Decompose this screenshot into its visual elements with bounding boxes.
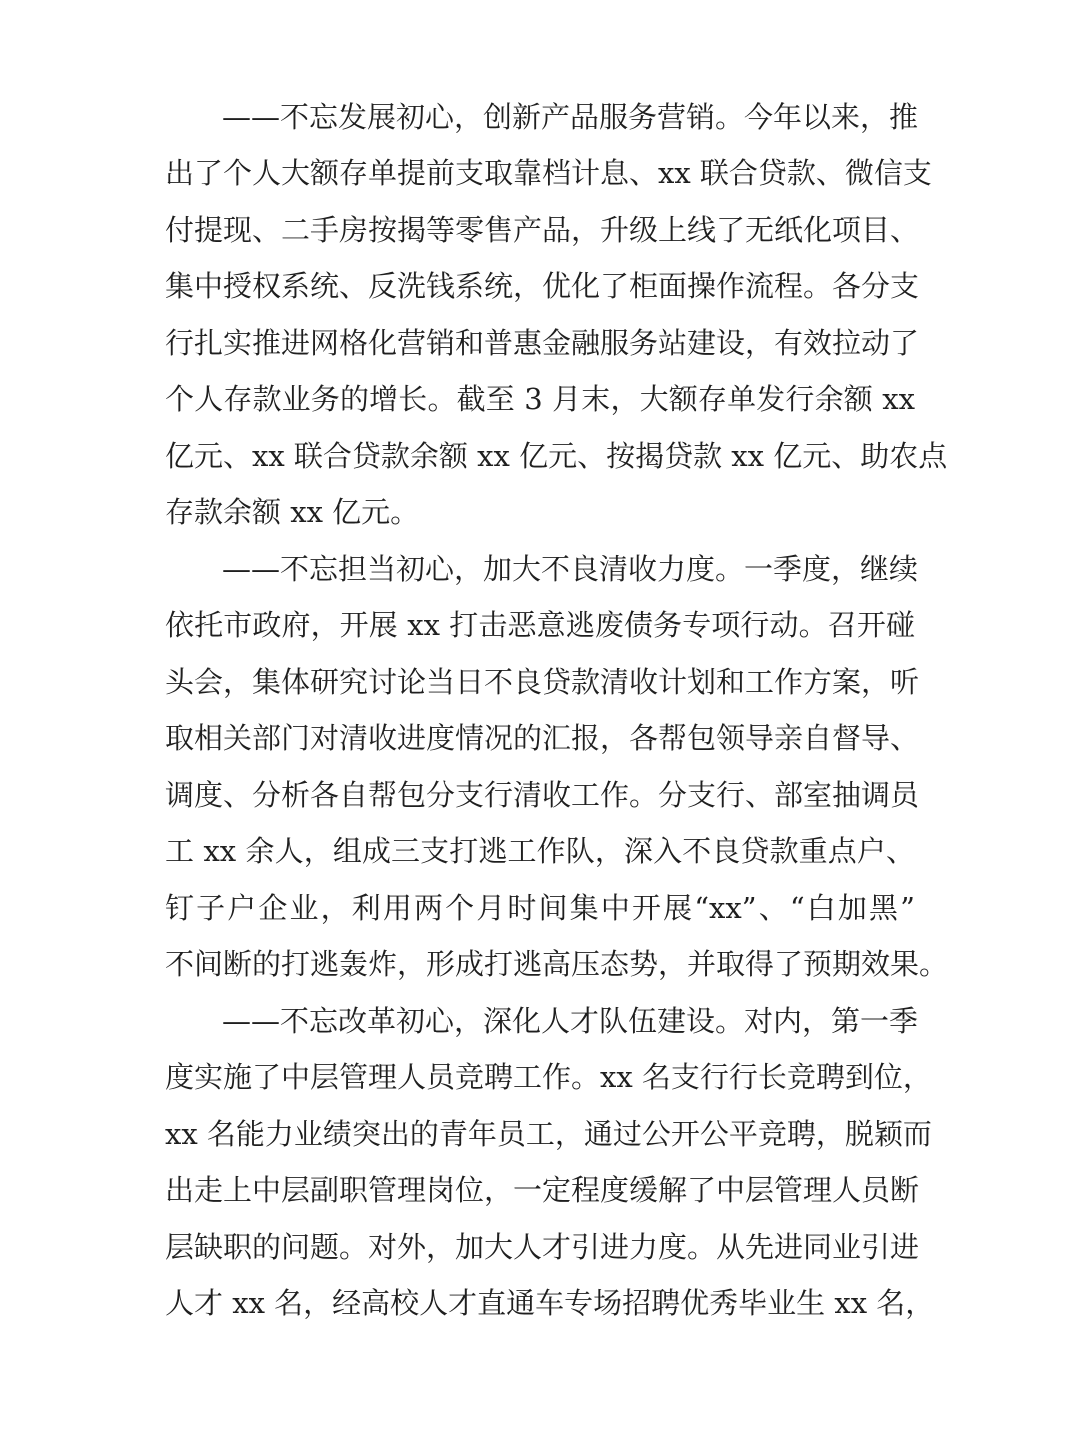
text-line-17: ——不忘改革初心，深化人才队伍建设。对内，第一季 xyxy=(222,1004,919,1038)
text-line-18: 度实施了中层管理人员竞聘工作。xx 名支行行长竞聘到位， xyxy=(165,1060,932,1094)
text-line-4: 集中授权系统、反洗钱系统，优化了柜面操作流程。各分支 xyxy=(165,269,920,303)
text-line-1: ——不忘发展初心，创新产品服务营销。今年以来，推 xyxy=(222,100,919,134)
text-line-10: 依托市政府，开展 xx 打击恶意逃废债务专项行动。召开碰 xyxy=(165,608,915,642)
text-line-5: 行扎实推进网格化营销和普惠金融服务站建设，有效拉动了 xyxy=(165,326,920,360)
text-line-13: 调度、分析各自帮包分支行清收工作。分支行、部室抽调员 xyxy=(165,778,920,812)
text-line-21: 层缺职的问题。对外，加大人才引进力度。从先进同业引进 xyxy=(165,1230,920,1264)
text-line-3: 付提现、二手房按揭等零售产品，升级上线了无纸化项目、 xyxy=(165,213,920,247)
text-line-2: 出了个人大额存单提前支取靠档计息、xx 联合贷款、微信支 xyxy=(165,156,932,190)
text-line-11: 头会，集体研究讨论当日不良贷款清收计划和工作方案，听 xyxy=(165,665,920,699)
text-line-14: 工 xx 余人，组成三支打逃工作队，深入不良贷款重点户、 xyxy=(165,834,915,868)
text-line-7: 亿元、xx 联合贷款余额 xx 亿元、按揭贷款 xx 亿元、助农点 xyxy=(165,439,948,473)
text-line-16: 不间断的打逃轰炸，形成打逃高压态势，并取得了预期效果。 xyxy=(165,947,949,981)
text-line-19: xx 名能力业绩突出的青年员工，通过公开公平竞聘，脱颖而 xyxy=(165,1117,932,1151)
text-line-22: 人才 xx 名，经高校人才直通车专场招聘优秀毕业生 xx 名， xyxy=(165,1286,935,1320)
text-line-6: 个人存款业务的增长。截至 3 月末，大额存单发行余额 xx xyxy=(165,382,915,416)
text-line-20: 出走上中层副职管理岗位，一定程度缓解了中层管理人员断 xyxy=(165,1173,920,1207)
text-line-8: 存款余额 xx 亿元。 xyxy=(165,495,420,529)
text-line-9: ——不忘担当初心，加大不良清收力度。一季度，继续 xyxy=(222,552,919,586)
text-line-15: 钉子户企业，利用两个月时间集中开展“xx”、“白加黑” xyxy=(165,891,915,925)
text-line-12: 取相关部门对清收进度情况的汇报，各帮包领导亲自督导、 xyxy=(165,721,920,755)
